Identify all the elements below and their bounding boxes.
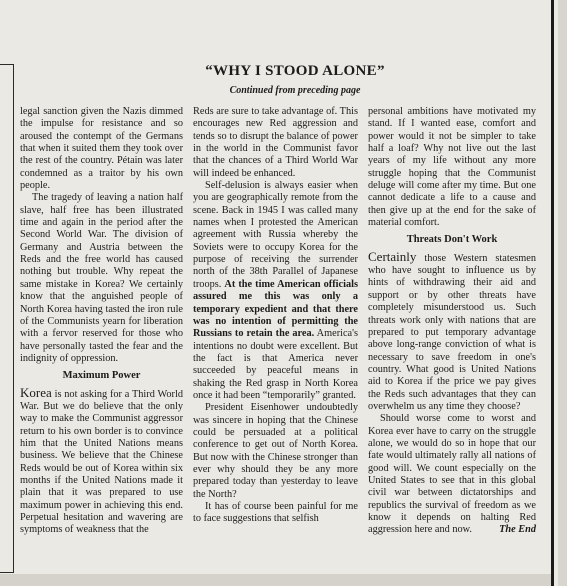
paragraph bbox=[368, 248, 536, 413]
paragraph: President Eisenhower undoubtedly was sincere in hoping that the Chinese could be persuaded at a political conference to get out of North Korea. But now with the Chinese stronger than ever why should they be any more prepared today than yesterday to leave the North? bbox=[193, 402, 358, 500]
paragraph-text: those Western statesmen who have sought to influence us by hints of withdrawing their aid and support or by other threats have completely misunderstood us. Such threats work only with nations that are prepared to put temporary advantage above long-range conviction of what is necessary to save freedom in one's country. What good is United Nations aid to Korea if the price we pay gives the Reds such advantages that they can overwhelm us any time they choose? bbox=[368, 252, 536, 412]
paragraph bbox=[20, 384, 183, 537]
paragraph: It has of course been painful for me to face suggestions that selfish bbox=[193, 501, 358, 525]
article-subtitle: Continued from preceding page bbox=[229, 85, 361, 96]
text-column-3 bbox=[368, 106, 536, 537]
bold-passage: At the time American officials assured me this was only a temporary expedient and that there was no intention of permitting the Russians to retain the area. bbox=[193, 278, 358, 340]
paragraph-text: Self-delusion is always easier when you are geographically remote from the scene. Back in 1945 I was called many names when I protested the American agreement with Russia whereby the Soviets were to occupy Korea for the purpose of receiving the surrender north of the 38th Parallel of Japanese troops. bbox=[193, 180, 358, 290]
drop-cap-word: Korea bbox=[20, 384, 52, 400]
section-heading: Maximum Power bbox=[62, 370, 141, 382]
section-heading: Threats Don't Work bbox=[406, 234, 498, 246]
paragraph-text: is not asking for a Third World War. But we do believe that the only way to make the Communist aggressor return to his own border is to convince him that the United Nations means business. We believe that the Chinese Reds would be out of Korea within six months if the United Nations made it plain that it was prepared to use maximum power in achieving this end. Perpetual hesitation and wavering are symptoms of weakness that the bbox=[20, 388, 183, 536]
paragraph bbox=[368, 413, 536, 536]
page-bottom-margin bbox=[0, 574, 551, 586]
paragraph bbox=[193, 180, 358, 402]
page-gutter bbox=[558, 0, 567, 586]
paragraph: legal sanction given the Nazis dimmed the impulse for resistance and so aroused the contempt of the Germans that when it suited them they took over the rest of the country. Pétain was later condemned as a traitor by his own people. bbox=[20, 106, 183, 192]
paragraph-text: Should worse come to worst and Korea ever have to carry on the struggle alone, we would do so in hope that our fate would ultimately rally all nations of good will. We count especially on the United States to see that in this global civil war between dictatorships and republics the survival of freedom as we know it depends on halting Red aggression here and now. bbox=[368, 413, 536, 536]
text-column-2 bbox=[193, 106, 358, 526]
left-column-rule bbox=[0, 64, 14, 573]
page-edge-rule bbox=[551, 0, 554, 586]
paragraph: personal ambitions have motivated my stand. If I wanted ease, comfort and power would it not be simpler to take half a loaf? Why not live out the last years of my life without any more struggle hoping that the Communist deluge will come after my time. But one cannot dedicate a life to a cause and then give up at the end for the sake of material comfort. bbox=[368, 106, 536, 229]
drop-cap-word: Certainly bbox=[368, 248, 417, 264]
text-column-1 bbox=[20, 106, 183, 537]
end-mark: The End bbox=[499, 524, 536, 536]
paragraph: Reds are sure to take advantage of. This encourages new Red aggression and tends so to disrupt the balance of power in the world in the Communist favor that the chances of a Third World War will indeed be enhanced. bbox=[193, 106, 358, 179]
article-title: “WHY I STOOD ALONE” bbox=[205, 63, 385, 79]
paragraph-text: America's intentions no doubt were excellent. But the fact is that America never succeeded by peaceful means in shaking the Red grasp in North Korea once it had been “temporarily” granted. bbox=[193, 328, 358, 401]
paragraph: The tragedy of leaving a nation half slave, half free has been illustrated time and again in the period after the Second World War. The division of Germany and Austria between the Reds and the free world has caused nothing but trouble. Why repeat the same mistake in Korea? We certainly know that the anguished people of North Korea having tasted the iron rule of the Communists yearn for liberation with a fervor reserved for those who have personally tasted the fear and the indignity of oppression. bbox=[20, 192, 183, 364]
